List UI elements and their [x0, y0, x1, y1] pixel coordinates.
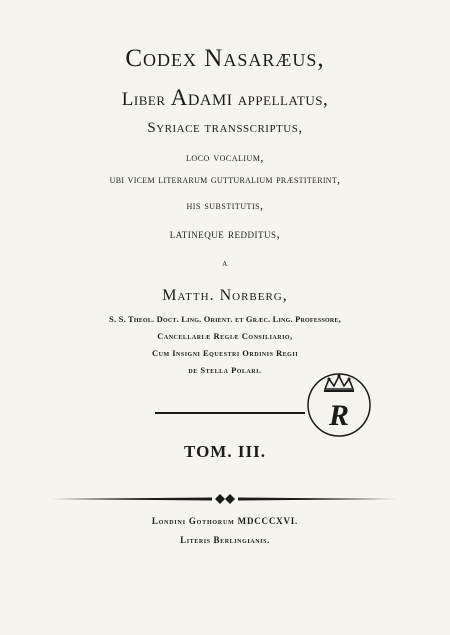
divider-rule [155, 412, 305, 414]
imprint-place-date: Londini Gothorum MDCCCXVI. [151, 516, 299, 526]
stamp-monogram: R [328, 399, 350, 432]
title-line-1: Codex Nasaræus, [125, 45, 325, 72]
author-credential-4: de Stella Polari. [188, 365, 262, 375]
imprint-printer: Literis Berlingianis. [180, 535, 270, 545]
author-credential-1: S. S. Theol. Doct. Ling. Orient. et Græc. Ling. Professore, [109, 314, 341, 324]
volume-number: TOM. III. [184, 442, 266, 461]
title-line-2-pre: Liber [121, 89, 171, 110]
title-line-3: Syriace transscriptus, [147, 120, 303, 136]
crown-monogram-stamp-icon [303, 367, 375, 439]
author-preposition: a [222, 258, 228, 269]
title-line-2 [0, 85, 450, 111]
ornamental-rule-icon [52, 493, 398, 505]
author-credential-2: Cancellariæ Regiæ Consiliario, [157, 331, 293, 341]
title-line-2-post: appellatus, [232, 89, 329, 110]
author-credential-3: Cum Insigni Equestri Ordinis Regii [151, 348, 299, 358]
title-line-4: loco vocalium, [186, 150, 264, 164]
author-name: Matth. Norberg, [162, 287, 288, 304]
title-line-6: his substitutis, [186, 198, 264, 212]
title-line-7: latineque redditus, [169, 226, 281, 241]
title-line-2-name: Adami [170, 85, 233, 110]
title-line-5: ubi vicem literarum gutturalium præstiterint, [109, 172, 341, 186]
